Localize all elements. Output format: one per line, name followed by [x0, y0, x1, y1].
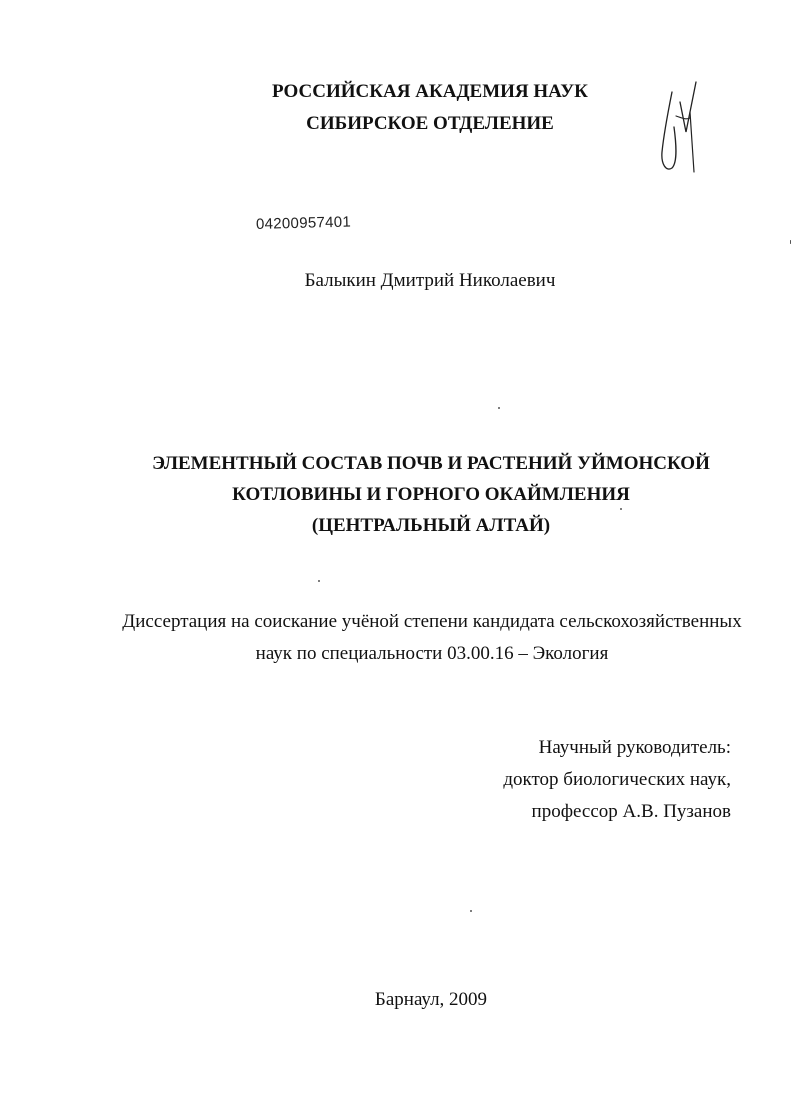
thesis-title-line: КОТЛОВИНЫ И ГОРНОГО ОКАЙМЛЕНИЯ — [232, 484, 630, 505]
handwritten-signature-icon — [650, 72, 710, 182]
supervisor-degree: доктор биологических наук, — [503, 769, 731, 790]
thesis-title-line: ЭЛЕМЕНТНЫЙ СОСТАВ ПОЧВ И РАСТЕНИЙ УЙМОНСКОЙ — [152, 453, 710, 474]
city-year: Барнаул, 2009 — [374, 989, 488, 1010]
organization-department: СИБИРСКОЕ ОТДЕЛЕНИЕ — [306, 113, 554, 134]
scan-speck — [620, 508, 622, 510]
scan-speck — [498, 407, 500, 409]
supervisor-name: профессор А.В. Пузанов — [531, 801, 731, 822]
scan-speck — [318, 580, 320, 582]
supervisor-label: Научный руководитель: — [538, 737, 731, 758]
author-name: Балыкин Дмитрий Николаевич — [304, 270, 556, 291]
dissertation-description-line: Диссертация на соискание учёной степени кандидата сельскохозяйственных — [122, 611, 742, 632]
scan-speck — [790, 240, 791, 244]
dissertation-description-line: наук по специальности 03.00.16 – Экология — [255, 643, 609, 664]
thesis-title-line: (ЦЕНТРАЛЬНЫЙ АЛТАЙ) — [311, 515, 551, 536]
scan-speck — [470, 910, 472, 912]
organization-name: РОССИЙСКАЯ АКАДЕМИЯ НАУК — [272, 81, 588, 102]
registration-number: 04200957401 — [255, 213, 352, 233]
